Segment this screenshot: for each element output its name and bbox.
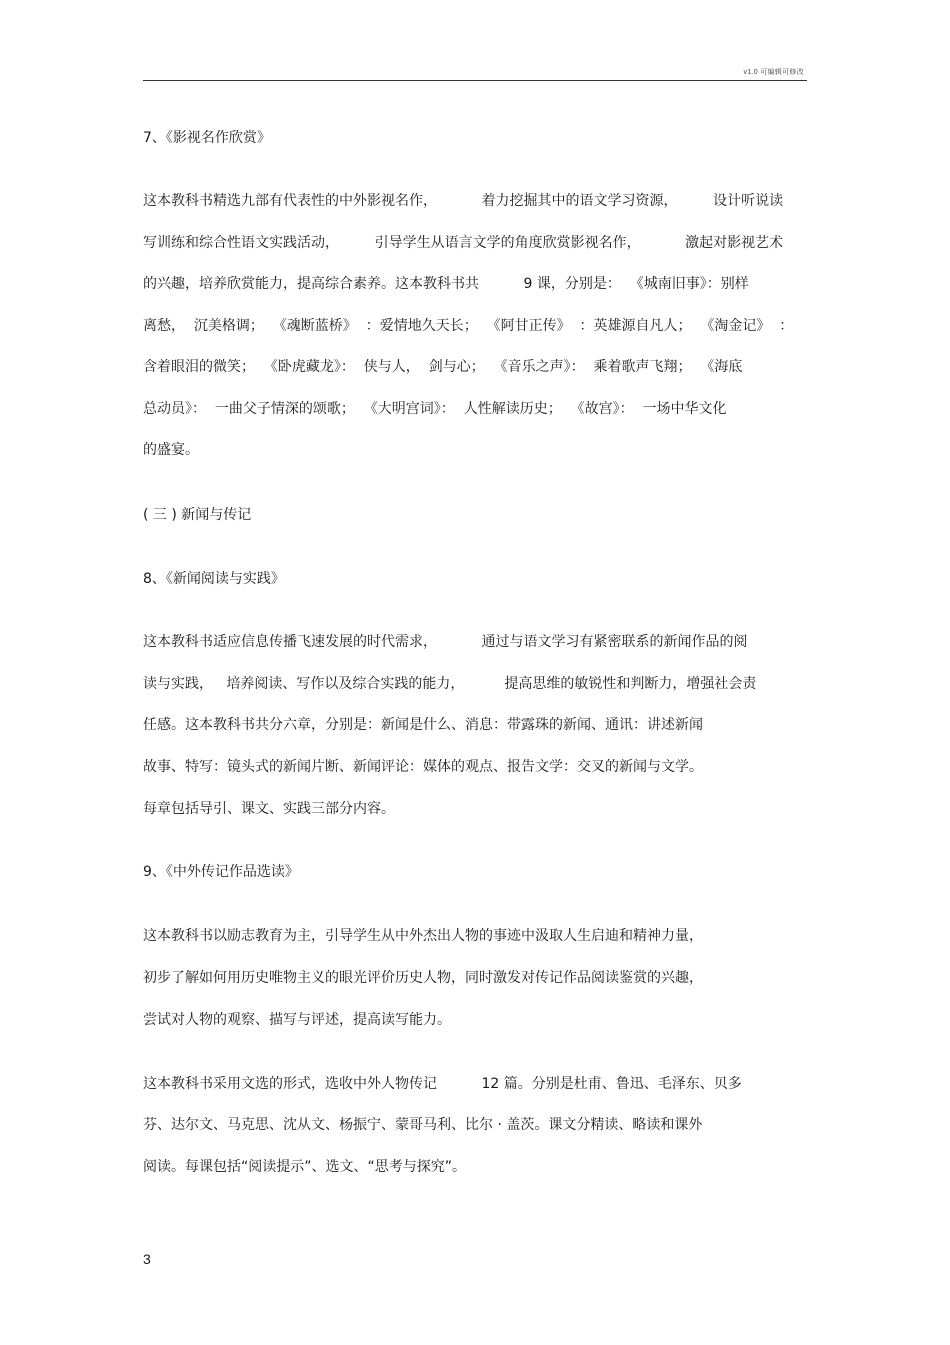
paragraph-line: 这本教科书采用文选的形式，选收中外人物传记 12 篇。分别是杜甫、鲁迅、毛泽东、贝多 <box>143 1076 742 1092</box>
paragraph-line: 每章包括导引、课文、实践三部分内容。 <box>143 801 395 817</box>
paragraph-line: 初步了解如何用历史唯物主义的眼光评价历史人物，同时激发对传记作品阅读鉴赏的兴趣， <box>143 970 703 986</box>
heading-7: 7、《影视名作欣赏》 <box>143 130 271 146</box>
paragraph-line: 芬、达尔文、马克思、沈从文、杨振宁、蒙哥马利、比尔 · 盖茨。课文分精读、略读和课外 <box>143 1117 703 1133</box>
paragraph-line: 这本教科书以励志教育为主，引导学生从中外杰出人物的事迹中汲取人生启迪和精神力量， <box>143 928 703 944</box>
header-version-label: v1.0 可编辑可修改 <box>743 69 804 76</box>
paragraph-line: 读与实践， 培养阅读、写作以及综合实践的能力， 提高思维的敏锐性和判断力，增强社会责 <box>143 676 757 692</box>
paragraph-line: 这本教科书精选九部有代表性的中外影视名作， 着力挖掘其中的语文学习资源， 设计听说读 <box>143 193 784 209</box>
paragraph-line: 离愁， 沉美格调； 《魂断蓝桥》 ：爱情地久天长； 《阿甘正传》 ：英雄源自凡人； 《淘金记》 ： <box>143 318 794 334</box>
heading-8: 8、《新闻阅读与实践》 <box>143 571 285 587</box>
paragraph-line: 阅读。每课包括“阅读提示”、选文、“思考与探究”。 <box>143 1159 467 1175</box>
section-heading-3: ( 三 ) 新闻与传记 <box>143 507 252 523</box>
paragraph-line: 尝试对人物的观察、描写与评述，提高读写能力。 <box>143 1012 451 1028</box>
paragraph-line: 的盛宴。 <box>143 442 199 458</box>
paragraph-line: 含着眼泪的微笑； 《卧虎藏龙》： 侠与人， 剑与心； 《音乐之声》： 乘着歌声飞翔； 《海底 <box>143 359 743 375</box>
heading-9: 9、《中外传记作品选读》 <box>143 864 299 880</box>
page-number: 3 <box>143 1251 151 1267</box>
paragraph-line: 写训练和综合性语文实践活动， 引导学生从语言文学的角度欣赏影视名作， 激起对影视艺术 <box>143 235 784 251</box>
paragraph-line: 总动员》： 一曲父子情深的颂歌； 《大明宫词》： 人性解读历史； 《故宫》： 一场中华文化 <box>143 401 727 417</box>
paragraph-line: 这本教科书适应信息传播飞速发展的时代需求， 通过与语文学习有紧密联系的新闻作品的阅 <box>143 634 748 650</box>
paragraph-line: 任感。这本教科书共分六章，分别是：新闻是什么、消息：带露珠的新闻、通讯：讲述新闻 <box>143 717 703 733</box>
paragraph-line: 故事、特写：镜头式的新闻片断、新闻评论：媒体的观点、报告文学：交叉的新闻与文学。 <box>143 759 703 775</box>
paragraph-line: 的兴趣，培养欣赏能力，提高综合素养。这本教科书共 9 课，分别是： 《城南旧事》：别样 <box>143 276 749 292</box>
header-divider <box>143 80 807 81</box>
